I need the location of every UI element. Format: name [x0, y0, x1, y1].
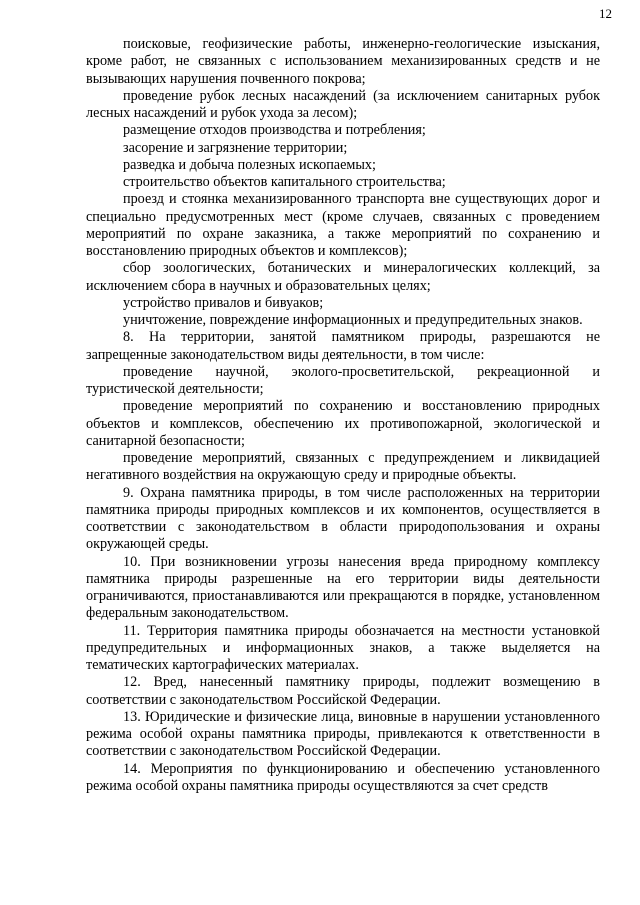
paragraph: проведение мероприятий, связанных с предупреждением и ликвидацией негативного воздействия на окружающую среду и природные объекты.	[86, 450, 600, 484]
paragraph: засорение и загрязнение территории;	[123, 139, 348, 156]
body-text	[86, 36, 600, 795]
paragraph: сбор зоологических, ботанических и минералогических коллекций, за исключением сбора в научных и образовательных целях;	[86, 260, 600, 294]
paragraph: проведение научной, эколого-просветительской, рекреационной и туристической деятельности;	[86, 363, 600, 397]
paragraph: поисковые, геофизические работы, инженерно-геологические изыскания, кроме работ, не связанных с использованием механизированных средств и не вызывающих нарушения почвенного покрова;	[86, 36, 600, 87]
paragraph: уничтожение, повреждение информационных и предупредительных знаков.	[123, 312, 583, 328]
paragraph: 10. При возникновении угрозы нанесения вреда природному комплексу памятника природы разрешенные на его территории виды деятельности ограничиваются, приостанавливаются или прекращаются в порядке, установленном федеральным законодательством.	[86, 553, 600, 622]
paragraph: проезд и стоянка механизированного транспорта вне существующих дорог и специально предусмотренных мест (кроме случаев, связанных с проведением мероприятий по охране заказника, а также мероприятий по сохранению и восстановлению природных объектов и комплексов);	[86, 191, 600, 259]
paragraph: разведка и добыча полезных ископаемых;	[123, 156, 376, 173]
paragraph: 11. Территория памятника природы обозначается на местности установкой предупредительных и информационных знаков, а также выделяется на тематических картографических материалах.	[86, 622, 600, 673]
paragraph: строительство объектов капитального строительства;	[123, 174, 446, 190]
paragraph: устройство привалов и бивуаков;	[123, 294, 324, 311]
paragraph: 9. Охрана памятника природы, в том числе расположенных на территории памятника природы природных комплексов и их компонентов, осуществляется в соответствии с законодательством в области природопользования и охраны окружающей среды.	[86, 484, 600, 553]
paragraph: 8. На территории, занятой памятником природы, разрешаются не запрещенные законодательством виды деятельности, в том числе:	[86, 329, 600, 363]
paragraph: размещение отходов производства и потребления;	[123, 122, 426, 139]
paragraph: 14. Мероприятия по функционированию и обеспечению установленного режима особой охраны памятника природы осуществляются за счет средств	[86, 760, 600, 794]
paragraph: 12. Вред, нанесенный памятнику природы, подлежит возмещению в соответствии с законодательством Российской Федерации.	[86, 674, 600, 708]
paragraph: 13. Юридические и физические лица, виновные в нарушении установленного режима особой охраны памятника природы, привлекаются к ответственности в соответствии с законодательством Российской Федерации.	[86, 708, 600, 760]
paragraph: проведение рубок лесных насаждений (за исключением санитарных рубок лесных насаждений и рубок ухода за лесом);	[86, 87, 600, 121]
paragraph: проведение мероприятий по сохранению и восстановлению природных объектов и комплексов, обеспечению их противопожарной, экологической и санитарной безопасности;	[86, 398, 600, 449]
page-number: 12	[599, 6, 612, 21]
